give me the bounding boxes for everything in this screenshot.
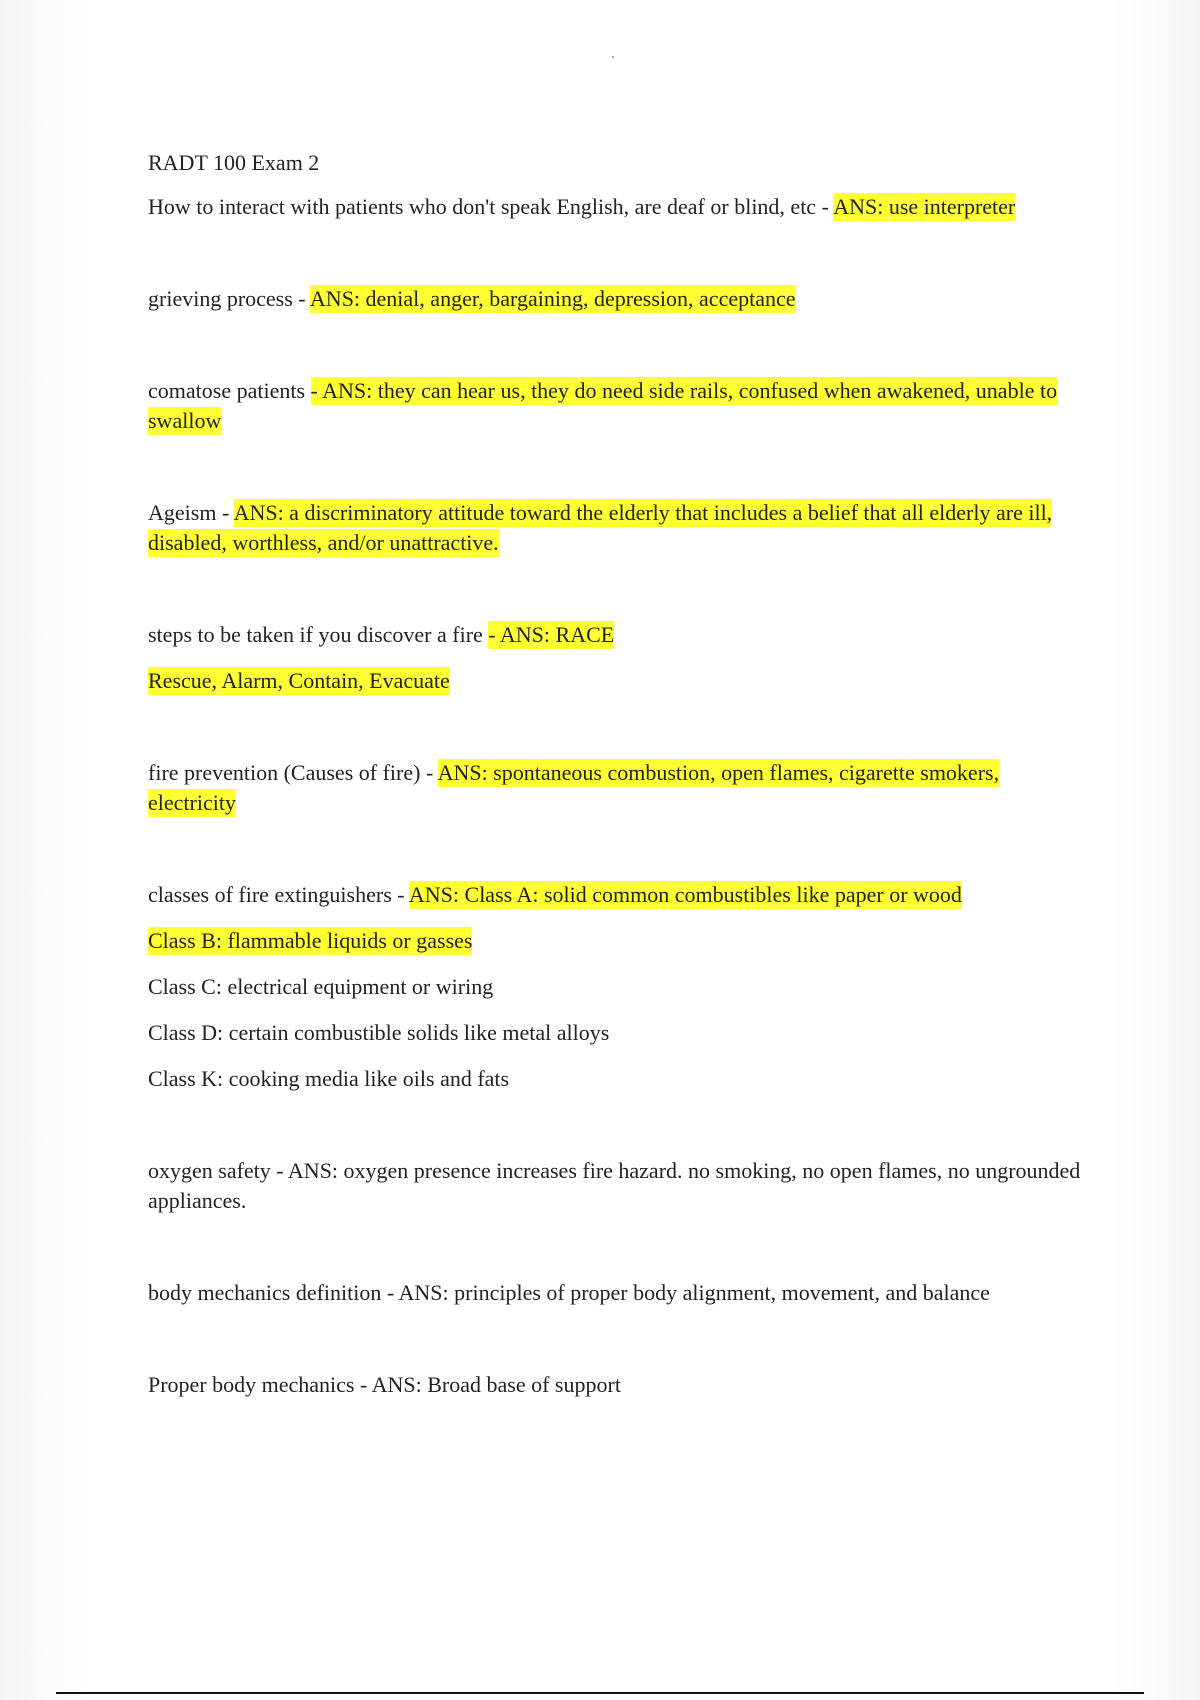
question-text: Proper body mechanics - [148,1372,368,1397]
answer-extra-text: Class C: electrical equipment or wiring [148,974,494,999]
answer-extra-text: Class D: certain combustible solids like metal alloys [148,1020,610,1045]
answer-text: - ANS: RACE [488,622,615,647]
question-text: steps to be taken if you discover a fire [148,622,483,647]
qa-entry-interpreter [148,192,1088,222]
answer-text: ANS: use interpreter [833,194,1016,219]
question-text: How to interact with patients who don't speak English, are deaf or blind, etc - [148,194,829,219]
qa-entry-fire-prevention [148,758,1088,818]
document-body [148,148,1088,1462]
qa-entry-fire-steps [148,620,1088,650]
question-text: comatose patients [148,378,306,403]
answer-text: - ANS: they can hear us, they do need side rails, confused when awakened, unable to swallow [148,378,1058,433]
question-text: fire prevention (Causes of fire) - [148,760,434,785]
answer-text: ANS: a discriminatory attitude toward the elderly that includes a belief that all elderly are ill, disabled, worthless, and/or unattractive. [148,500,1053,555]
answer-continuation [148,1018,1088,1048]
answer-extra-text: Class K: cooking media like oils and fats [148,1066,510,1091]
document-title: RADT 100 Exam 2 [148,150,320,175]
question-text: oxygen safety - [148,1158,284,1183]
answer-text: ANS: denial, anger, bargaining, depression, acceptance [309,286,796,311]
page-bottom-rule [56,1692,1144,1694]
qa-entry-comatose-patients [148,376,1088,436]
qa-entry-oxygen-safety [148,1156,1088,1216]
question-text: grieving process - [148,286,306,311]
answer-extra-text: Class B: flammable liquids or gasses [148,928,473,953]
answer-continuation [148,972,1088,1002]
answer-continuation [148,666,1088,696]
qa-entry-grieving-process [148,284,1088,314]
question-text: classes of fire extinguishers - [148,882,405,907]
answer-text: ANS: oxygen presence increases fire hazard. no smoking, no open flames, no ungrounded appliances. [148,1158,1081,1213]
qa-entry-proper-body-mechanics [148,1370,1088,1400]
question-text: Ageism - [148,500,230,525]
answer-text: ANS: Broad base of support [371,1372,621,1397]
answer-text: ANS: Class A: solid common combustibles like paper or wood [408,882,962,907]
qa-entry-fire-extinguishers [148,880,1088,910]
answer-text: ANS: principles of proper body alignment, movement, and balance [398,1280,990,1305]
qa-entry-body-mechanics-definition [148,1278,1088,1308]
qa-entry-ageism [148,498,1088,558]
answer-continuation [148,1064,1088,1094]
scan-speck [612,56,614,58]
answer-extra-text: Rescue, Alarm, Contain, Evacuate [148,668,450,693]
question-text: body mechanics definition - [148,1280,395,1305]
answer-text: ANS: spontaneous combustion, open flames, cigarette smokers, electricity [148,760,1000,815]
answer-continuation [148,926,1088,956]
